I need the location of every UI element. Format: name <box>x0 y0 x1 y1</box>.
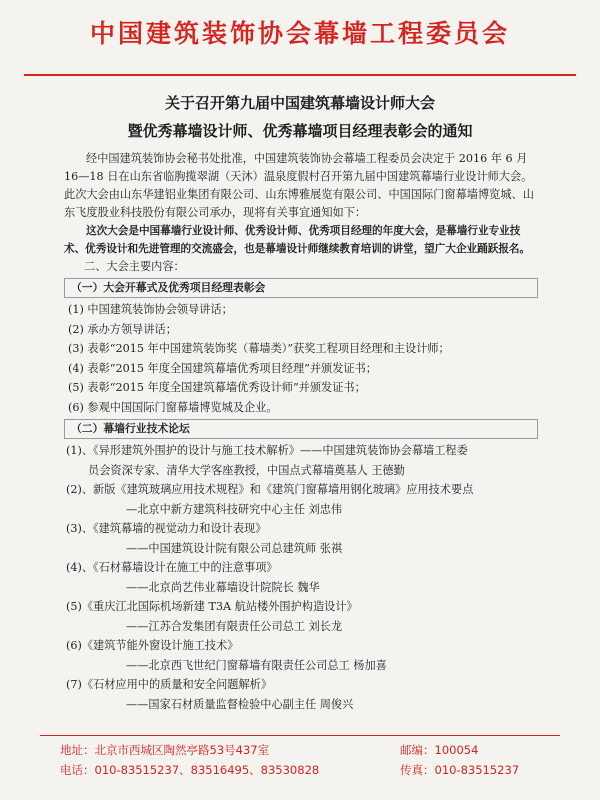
address-text: 地址：北京市西城区陶然亭路53号437室 <box>60 743 270 757</box>
footer-address-row <box>60 742 540 758</box>
list-item: (1) 中国建筑装饰协会领导讲话； <box>68 303 233 316</box>
list-item: (5) 表彰“2015 年度全国建筑幕墙优秀设计师”并颁发证书； <box>68 381 366 394</box>
fax-text: 传真：010-83515237 <box>400 763 520 777</box>
forum-item <box>64 675 538 714</box>
forum-topic: (7)《石材应用中的质量和安全问题解析》 <box>66 678 273 691</box>
forum-speaker: —北京中新方建筑科技研究中心主任 刘忠伟 <box>126 502 343 516</box>
list-item: (3) 表彰“2015 年中国建筑装饰奖（幕墙类）”获奖工程项目经理和主设计师； <box>68 342 450 355</box>
forum-speaker: ——北京尚艺伟业幕墙设计院院长 魏华 <box>126 580 320 594</box>
forum-speaker: ——国家石材质量监督检验中心副主任 周俊兴 <box>126 697 354 711</box>
forum-item <box>64 441 538 480</box>
document-body <box>64 150 538 714</box>
forum-topic: (1)、《异形建筑外围护的设计与施工技术解析》——中国建筑装饰协会幕墙工程委 <box>66 444 468 457</box>
footer-divider <box>40 735 560 736</box>
forum-item <box>64 480 538 519</box>
forum-item <box>64 558 538 597</box>
header-divider <box>24 74 576 76</box>
forum-item <box>64 597 538 636</box>
phone-text: 电话：010-83515237、83516495、83530828 <box>60 763 320 777</box>
document-title-line1: 关于召开第九届中国建筑幕墙设计师大会 <box>164 94 435 112</box>
forum-topic: (2)、新版《建筑玻璃应用技术规程》和《建筑门窗幕墙用钢化玻璃》应用技术要点 <box>66 483 474 496</box>
forum-speaker: ——北京西飞世纪门窗幕墙有限责任公司总工 杨加喜 <box>126 658 387 672</box>
forum-topic: (5)《重庆江北国际机场新建 T3A 航站楼外围护构造设计》 <box>66 600 358 613</box>
document-title-line2: 暨优秀幕墙设计师、优秀幕墙项目经理表彰会的通知 <box>127 122 473 140</box>
purpose-paragraph: 这次大会是中国幕墙行业设计师、优秀设计师、优秀项目经理的年度大会，是幕墙行业专业技术、优秀设计和先进管理的交流盛会，也是幕墙设计师继续教育培训的讲堂，望广大企业踊跃报名。 <box>64 225 531 255</box>
part1-heading: （一）大会开幕式及优秀项目经理表彰会 <box>64 278 538 298</box>
forum-speaker: 员会资深专家、清华大学客座教授，中国点式幕墙奠基人 王德勤 <box>88 463 405 477</box>
postcode-text: 邮编：100054 <box>400 743 479 757</box>
forum-topic: (6)《建筑节能外窗设计施工技术》 <box>66 639 239 652</box>
forum-speaker: ——江苏合发集团有限责任公司总工 刘长龙 <box>126 619 343 633</box>
list-item: (6) 参观中国国际门窗幕墙博览城及企业。 <box>68 400 278 414</box>
forum-item <box>64 636 538 675</box>
forum-speaker: ——中国建筑设计院有限公司总建筑师 张祺 <box>126 541 343 555</box>
forum-item <box>64 519 538 558</box>
forum-topic: (4)、《石材幕墙设计在施工中的注意事项》 <box>66 561 278 574</box>
forum-topic: (3)、《建筑幕墙的视觉动力和设计表现》 <box>66 522 267 535</box>
list-item: (4) 表彰“2015 年度全国建筑幕墙优秀项目经理”并颁发证书； <box>68 361 377 375</box>
footer-phone-row <box>60 762 540 778</box>
list-item: (2) 承办方领导讲话； <box>68 322 177 336</box>
organization-title: 中国建筑装饰协会幕墙工程委员会 <box>89 19 510 48</box>
section-heading-main-content: 二、大会主要内容： <box>84 260 185 273</box>
intro-paragraph: 经中国建筑装饰协会秘书处批准，中国建筑装饰协会幕墙工程委员会决定于 2016 年 6 月 16—18 日在山东省临朐揽翠湖（天沐）温泉度假村召开第九届中国建筑幕墙行业设计师大会。此次大会由山东华建铝业集团有限公司、山东博雅展览有限公司、中国国际门窗幕墙博览城、山东飞度股业科技股份有限公司承办，现将有关事宜通知如下： <box>64 152 534 219</box>
part2-heading: （二）幕墙行业技术论坛 <box>64 419 538 439</box>
